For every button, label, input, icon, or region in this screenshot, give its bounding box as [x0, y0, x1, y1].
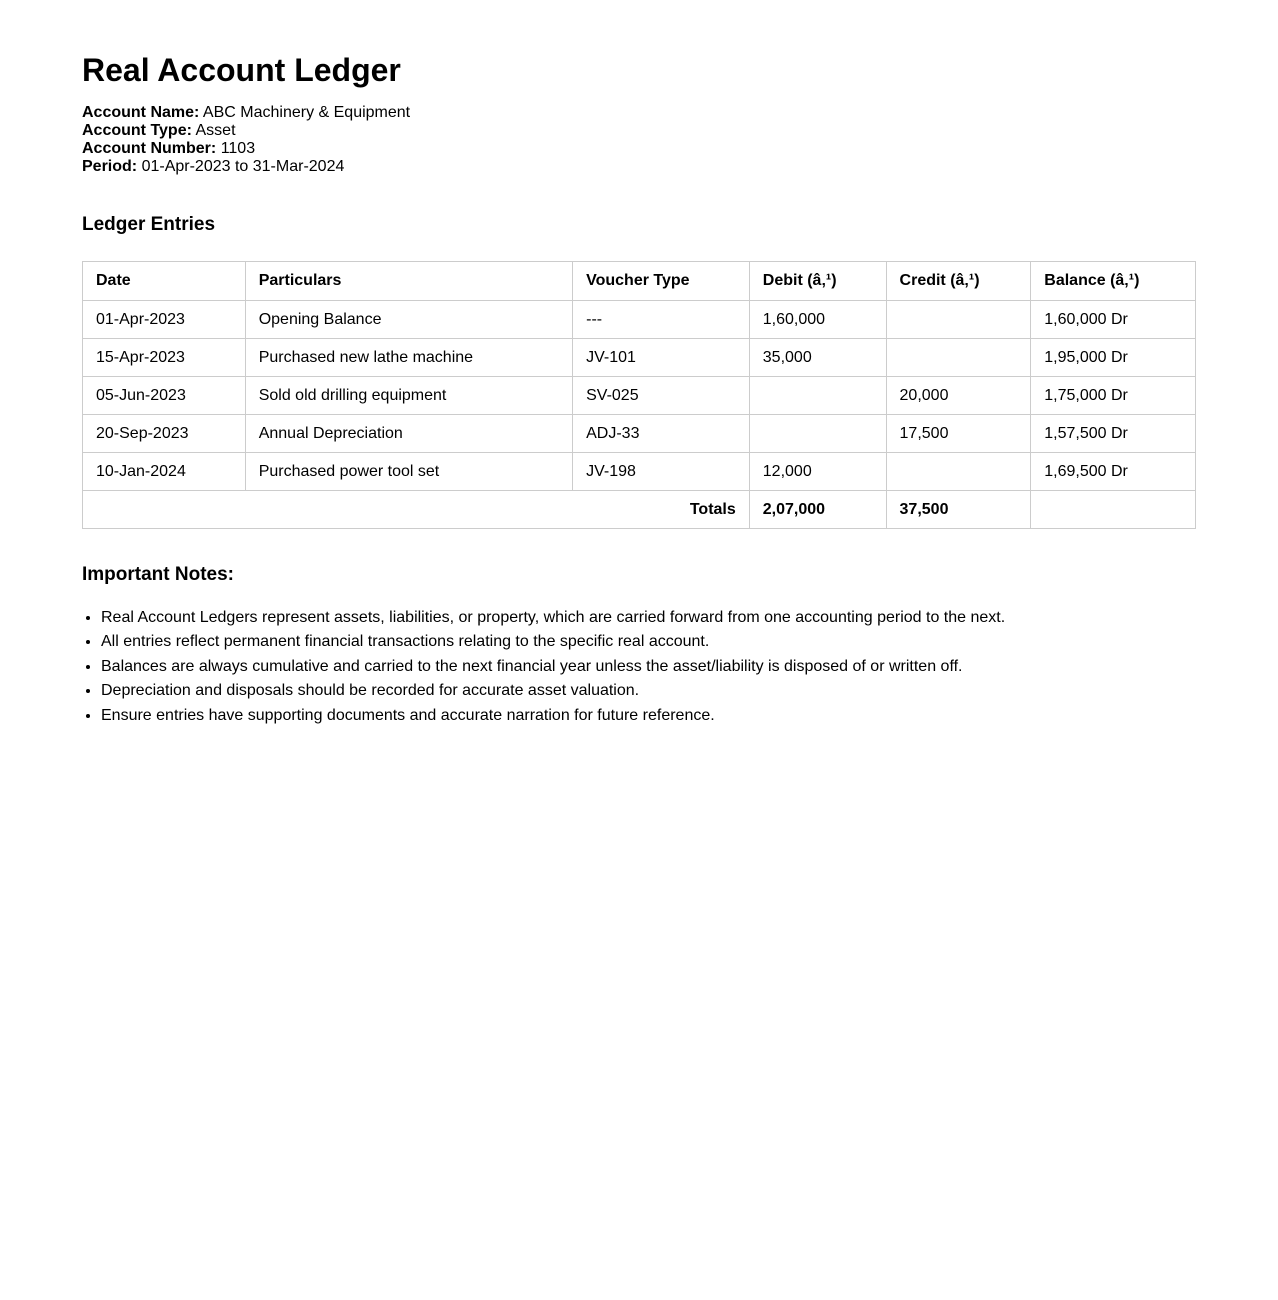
totals-balance: [1031, 491, 1196, 529]
account-number-value: 1103: [220, 140, 256, 157]
table-row: [83, 415, 1196, 453]
column-header-date: Date: [83, 262, 246, 301]
important-notes-heading: Important Notes:: [82, 564, 234, 585]
period-label: Period:: [82, 158, 138, 175]
account-details: [82, 104, 410, 176]
cell-date: 05-Jun-2023: [83, 377, 246, 415]
period-row: [82, 158, 410, 176]
cell-debit: [749, 415, 886, 453]
cell-voucher-type: JV-101: [573, 339, 750, 377]
account-type-value: Asset: [195, 122, 236, 139]
account-type-label: Account Type:: [82, 122, 192, 139]
page-title: Real Account Ledger: [82, 52, 401, 88]
account-name-label: Account Name:: [82, 104, 200, 121]
cell-balance: 1,57,500 Dr: [1031, 415, 1196, 453]
column-header-debit: Debit (â‚¹): [749, 262, 886, 301]
cell-balance: 1,75,000 Dr: [1031, 377, 1196, 415]
table-row: [83, 301, 1196, 339]
column-header-credit: Credit (â‚¹): [886, 262, 1031, 301]
cell-date: 20-Sep-2023: [83, 415, 246, 453]
table-row: [83, 339, 1196, 377]
cell-voucher-type: ---: [573, 301, 750, 339]
cell-date: 10-Jan-2024: [83, 453, 246, 491]
ledger-table: [82, 261, 1196, 529]
totals-debit: 2,07,000: [749, 491, 886, 529]
cell-credit: [886, 339, 1031, 377]
account-number-row: [82, 140, 410, 158]
cell-credit: [886, 301, 1031, 339]
cell-voucher-type: JV-198: [573, 453, 750, 491]
list-item: • Depreciation and disposals should be recorded for accurate asset valuation.: [101, 679, 1005, 703]
cell-balance: 1,60,000 Dr: [1031, 301, 1196, 339]
table-row: [83, 453, 1196, 491]
cell-debit: 35,000: [749, 339, 886, 377]
totals-row: [83, 491, 1196, 529]
cell-voucher-type: SV-025: [573, 377, 750, 415]
cell-balance: 1,95,000 Dr: [1031, 339, 1196, 377]
ledger-entries-heading: Ledger Entries: [82, 214, 216, 235]
cell-credit: [886, 453, 1031, 491]
cell-debit: 1,60,000: [749, 301, 886, 339]
totals-label: Totals: [83, 491, 750, 529]
account-name-value: ABC Machinery & Equipment: [202, 104, 411, 121]
cell-debit: 12,000: [749, 453, 886, 491]
column-header-voucher-type: Voucher Type: [573, 262, 750, 301]
table-header-row: [83, 262, 1196, 301]
cell-credit: 20,000: [886, 377, 1031, 415]
column-header-balance: Balance (â‚¹): [1031, 262, 1196, 301]
cell-date: 01-Apr-2023: [83, 301, 246, 339]
period-value: 01-Apr-2023 to 31-Mar-2024: [141, 158, 345, 175]
account-number-label: Account Number:: [82, 140, 217, 157]
table-row: [83, 377, 1196, 415]
list-item: • Ensure entries have supporting documents and accurate narration for future reference.: [101, 704, 1005, 728]
cell-balance: 1,69,500 Dr: [1031, 453, 1196, 491]
list-item: • Balances are always cumulative and carried to the next financial year unless the asset/liability is disposed of or written off.: [101, 655, 1005, 679]
notes-list: [82, 606, 1005, 728]
list-item: • All entries reflect permanent financial transactions relating to the specific real account.: [101, 630, 1005, 654]
cell-credit: 17,500: [886, 415, 1031, 453]
cell-particulars: Annual Depreciation: [245, 415, 572, 453]
account-type-row: [82, 122, 410, 140]
column-header-particulars: Particulars: [245, 262, 572, 301]
cell-particulars: Sold old drilling equipment: [245, 377, 572, 415]
cell-voucher-type: ADJ-33: [573, 415, 750, 453]
account-name-row: [82, 104, 410, 122]
cell-debit: [749, 377, 886, 415]
cell-particulars: Purchased power tool set: [245, 453, 572, 491]
totals-credit: 37,500: [886, 491, 1031, 529]
cell-particulars: Purchased new lathe machine: [245, 339, 572, 377]
cell-particulars: Opening Balance: [245, 301, 572, 339]
list-item: • Real Account Ledgers represent assets, liabilities, or property, which are carried forward from one accounting period to the next.: [101, 606, 1005, 630]
cell-date: 15-Apr-2023: [83, 339, 246, 377]
